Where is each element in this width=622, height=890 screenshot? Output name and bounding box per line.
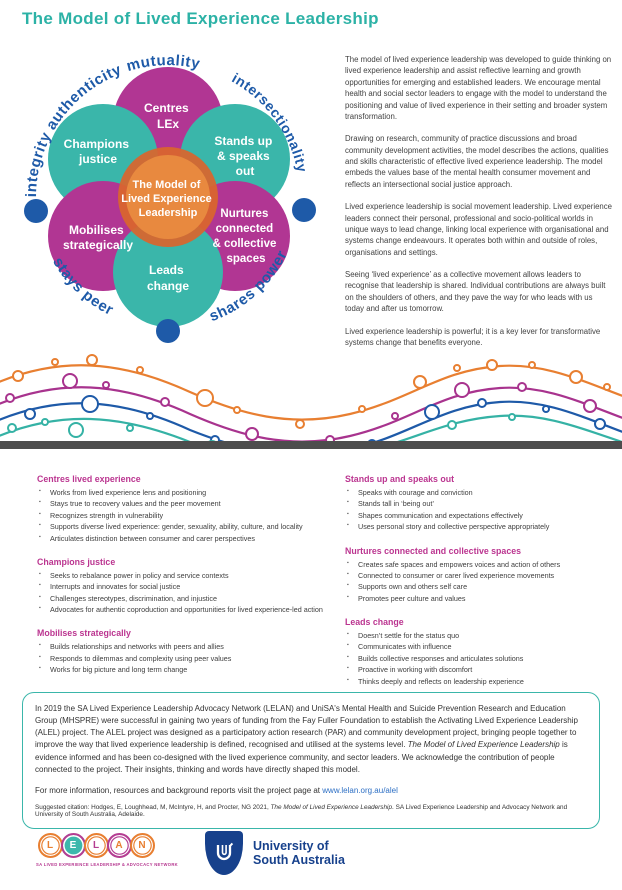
- bullet-item: ▪ Proactive in working with discomfort: [345, 664, 611, 675]
- bullet-item: ▪ Promotes peer culture and values: [345, 593, 611, 604]
- bullet-item: ▪ Advocates for authentic coproduction and opportunities for lived experience-led action: [37, 604, 333, 615]
- unisa-shield-icon: [205, 831, 243, 875]
- bullet-item: ▪ Supports diverse lived experience: gender, sexuality, ability, culture, and locality: [37, 521, 333, 532]
- bullet-item: ▪ Shapes communication and expectations effectively: [345, 510, 611, 521]
- unisa-line1: University of: [253, 838, 329, 853]
- bullet-item: ▪ Recognizes strength in vulnerability: [37, 510, 333, 521]
- section-nurtures-spaces: [345, 546, 611, 605]
- lelan-letter-circle: E: [61, 833, 86, 858]
- citation-text: Suggested citation: Hodges, E, Loughhead, M, McIntyre, H, and Procter, NG 2021,: [35, 803, 271, 811]
- project-description: [35, 703, 587, 776]
- unisa-logo: [205, 831, 345, 875]
- bullet-item: ▪ Articulates distinction between consumer and carer perspectives: [37, 533, 333, 544]
- citation-title-italic: The Model of Lived Experience Leadership: [270, 803, 393, 811]
- bullet-item: ▪ Uses personal story and collective perspective appropriately: [345, 521, 611, 532]
- bullet-item: ▪ Supports own and others self care: [345, 581, 611, 592]
- section-stands-up: [345, 474, 611, 533]
- model-title-italic: The Model of Lived Experience Leadership: [407, 740, 560, 750]
- bullet-column-right: [345, 474, 611, 700]
- project-description-text: is evidence informed and has been co-designed with the lived experience community, and sector leaders. We acknowledge the contribution of people connected to the project. Their insights, thinking and words have directly shaped this model.: [35, 740, 568, 774]
- bullet-item: ▪ Stays true to recovery values and the peer movement: [37, 498, 333, 509]
- citation-text: . SA Lived Experience Leadership and Advocacy Network and University of South Australia, Adelaide.: [35, 803, 568, 818]
- section-leads-change: [345, 617, 611, 687]
- petal-label-leads: Leads change: [146, 263, 190, 293]
- suggested-citation: [35, 804, 587, 818]
- petal-label-nurtures: Nurtures connected & collective spaces: [212, 208, 277, 265]
- petal-label-champions: Champions justice: [63, 137, 129, 166]
- section-heading: Leads change: [345, 617, 404, 627]
- bullet-item: ▪ Communicates with influence: [345, 641, 611, 652]
- section-champions-justice: [37, 557, 333, 616]
- value-word-integrity: integrity: [22, 129, 56, 198]
- section-heading: Centres lived experience: [37, 474, 141, 484]
- lelan-letter-circle: N: [130, 833, 155, 858]
- intro-paragraph: The model of lived experience leadership was developed to guide thinking on lived experience leadership and assist reflective learning and growth opportunities for emerging and established leaders. We encourage mental health and social sector leaders to engage with the model to understand the positioning and value of lived experience in their setting and broader system transformation.: [345, 55, 612, 121]
- section-heading: Champions justice: [37, 556, 116, 567]
- bullet-item: ▪ Challenges stereotypes, discrimination, and injustice: [37, 593, 333, 604]
- lelan-tagline: SA LIVED EXPERIENCE LEADERSHIP & ADVOCACY NETWORK: [36, 862, 178, 867]
- bullet-item: ▪ Interrupts and innovates for social justice: [37, 581, 333, 592]
- bullet-item: ▪ Creates safe spaces and empowers voices and action of others: [345, 559, 611, 570]
- dot-left: [24, 199, 48, 223]
- value-word-shares-power: shares power: [207, 247, 291, 326]
- lelan-letter-circle: L: [84, 833, 109, 858]
- bullet-item: ▪ Stands tall in ‘being out’: [345, 498, 611, 509]
- section-centres-lived-experience: [37, 474, 333, 544]
- project-page-link[interactable]: www.lelan.org.au/alel: [322, 785, 398, 795]
- bullet-item: ▪ Thinks deeply and reflects on leadership experience: [345, 676, 611, 687]
- bullet-item: ▪ Speaks with courage and conviction: [345, 487, 611, 498]
- lelan-letter-circle: A: [107, 833, 132, 858]
- page-title: The Model of Lived Experience Leadership: [22, 9, 379, 28]
- section-heading: Mobilises strategically: [37, 628, 131, 639]
- lived-experience-model-diagram: [8, 44, 340, 356]
- lelan-letter-circle: L: [38, 833, 63, 858]
- intro-paragraph: Lived experience leadership is social movement leadership. Lived experience leaders connect their personal, professional and socio-political worlds in unique ways to lead change, linking local experience with organisational and systems change endeavours. It operates both within and outside of roles, organisations and settings.: [345, 202, 612, 257]
- unisa-wordmark: [253, 839, 345, 868]
- unisa-line2: South Australia: [253, 853, 345, 867]
- bullet-item: ▪ Responds to dilemmas and complexity using peer values: [37, 653, 333, 664]
- petal-label-stands-up: Stands up & speaks out: [214, 134, 273, 178]
- bullet-column-left: [37, 474, 333, 689]
- value-word-mutuality: mutuality: [124, 52, 202, 76]
- value-word-authenticity: authenticity: [42, 61, 125, 133]
- section-mobilises-strategically: [37, 628, 333, 675]
- more-info-text: For more information, resources and background reports visit the project page at: [35, 785, 323, 795]
- bullet-item: ▪ Builds relationships and networks with peers and allies: [37, 641, 333, 652]
- petal-label-centres: Centres LEx: [143, 101, 189, 131]
- intro-paragraph: Seeing ‘lived experience’ as a collective movement allows leaders to recognise that leadership is shared. Individual contributions are always built on the shoulders of others, and they pave the way for who leads with us today and after us tomorrow.: [345, 270, 606, 314]
- bullet-item: ▪ Connected to consumer or carer lived experience movements: [345, 570, 611, 581]
- intro-paragraph: Drawing on research, community of practice discussions and broad community development activities, the model describes the actions, qualities and skills characteristic of effective lived experience leadership. The model embeds the values base of the mental health consumer movement and reflects an intersectional social justice approach.: [345, 134, 609, 189]
- wave-decoration: [0, 354, 622, 442]
- value-word-intersectionality: intersectionality: [229, 69, 311, 174]
- lelan-logo-circles: [36, 833, 156, 858]
- dot-bottom: [156, 319, 180, 343]
- bullet-item: ▪ Builds collective responses and articulates solutions: [345, 653, 611, 664]
- lelan-logo: [36, 833, 178, 867]
- bullet-item: ▪ Doesn’t settle for the status quo: [345, 630, 611, 641]
- section-divider-bar: [0, 441, 622, 449]
- bullet-item: ▪ Seeks to rebalance power in policy and service contexts: [37, 570, 333, 581]
- petal-label-mobilises: Mobilises strategically: [62, 223, 134, 252]
- dot-right: [292, 198, 316, 222]
- project-note-box: [22, 692, 600, 829]
- intro-text-column: [345, 54, 612, 359]
- project-description-text: In 2019 the SA Lived Experience Leadership Advocacy Network (LELAN) and UniSA's Mental Health and Suicide Prevention Research and Education Group (MHSPRE) were successful in gaining two years of funding from the Fay Fuller Foundation to establish the Activating Lived Experience Leadership (ALEL) project. The ALEL project was designed as a participatory action research (PAR) and community development project, bringing people together to improve the way that lived experience leadership is defined, recognised and utilised at the systems level.: [35, 704, 578, 750]
- value-word-stays-peer: stays peer: [49, 254, 117, 320]
- section-heading: Stands up and speaks out: [345, 474, 455, 484]
- section-heading: Nurtures connected and collective spaces: [345, 545, 522, 556]
- bullet-item: ▪ Works from lived experience lens and positioning: [37, 487, 333, 498]
- more-info-line: [35, 786, 587, 795]
- intro-paragraph: Lived experience leadership is powerful; it is a key lever for transformative systems change that benefits everyone.: [345, 326, 601, 347]
- centre-label: The Model of Lived Experience Leadership: [121, 179, 212, 219]
- bullet-item: ▪ Works for big picture and long term change: [37, 664, 333, 675]
